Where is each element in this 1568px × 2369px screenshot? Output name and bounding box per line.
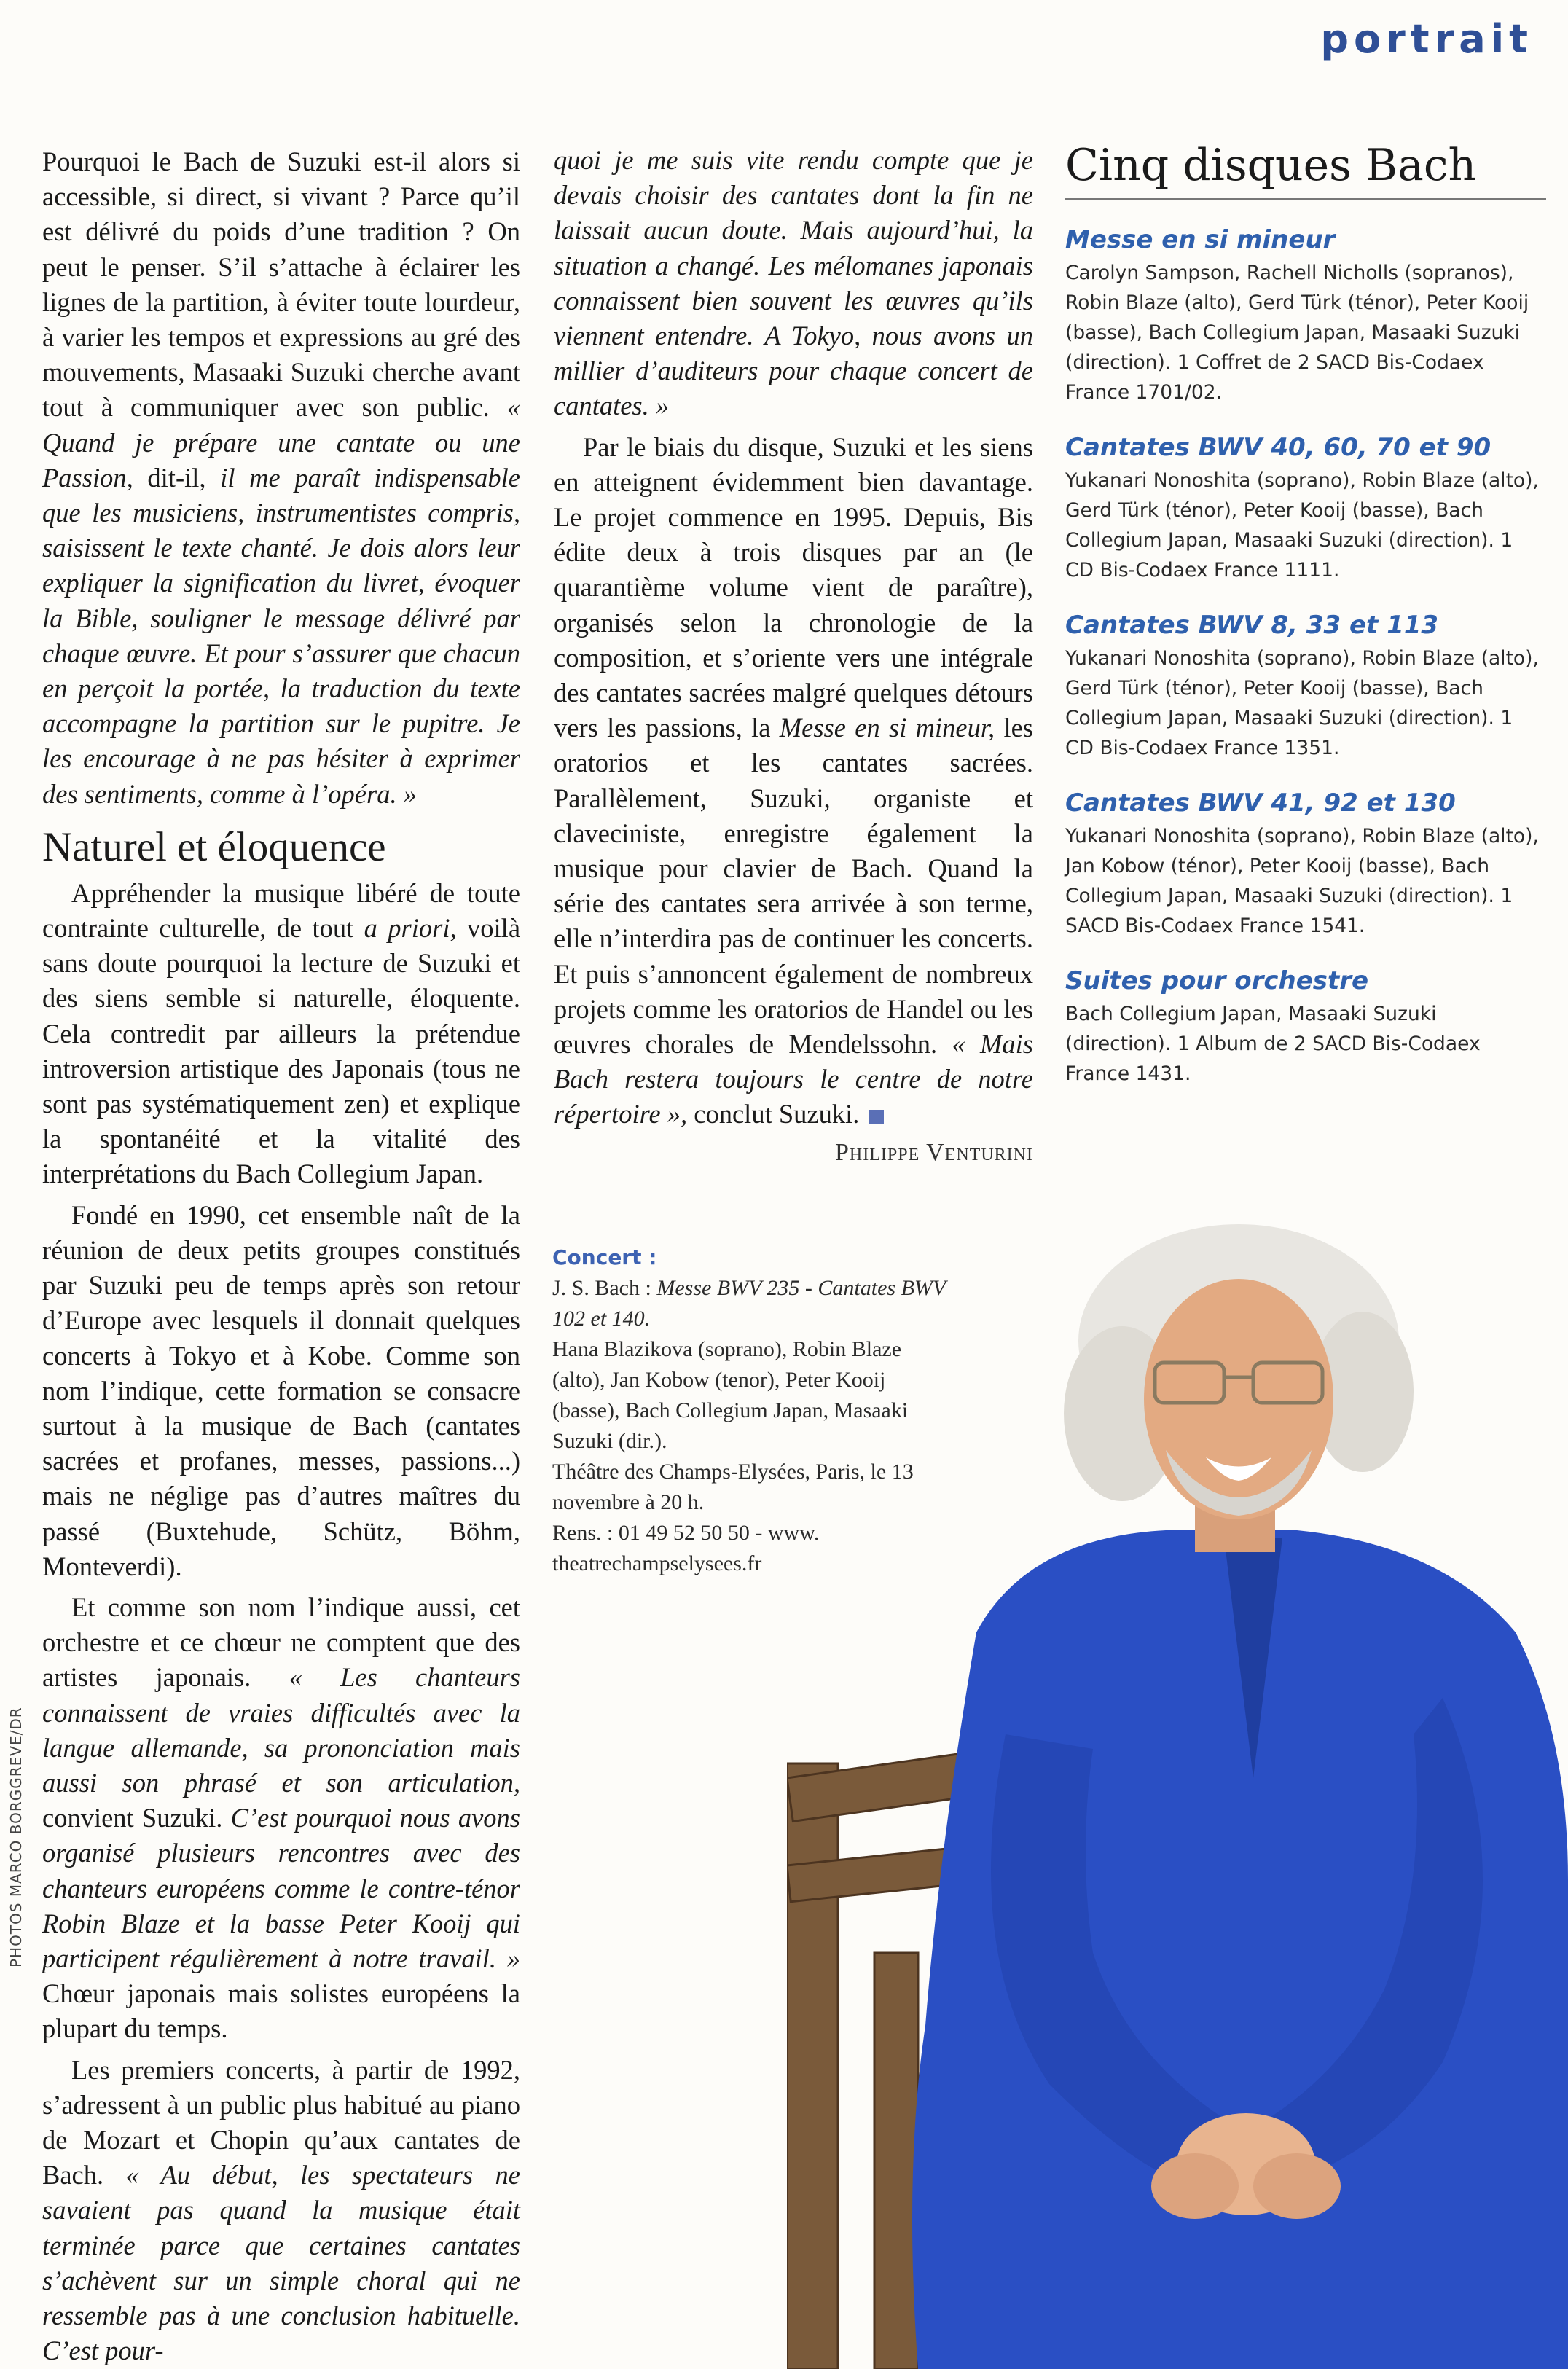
disc-title: Messe en si mineur [1065,225,1336,254]
end-mark-icon [869,1110,884,1124]
paragraph: Pourquoi le Bach de Suzuki est-il alors si accessible, si direct, si vivant ? Parce qu’il est délivré du poids d’une tradition ? On peut le penser. S’il s’attache à éclairer les lignes de la partition, à éviter toute lourdeur, à varier les tempos et expressions au gré des mouvements, Masaaki Suzuki cherche avant tout à communiquer avec son public. « Quand je prépare une cantate ou une Passion, dit-il, il me paraît indispensable que les musiciens, instrumentistes compris, saisissent le texte chanté. Je dois alors leur expliquer la signification du livret, évoquer la Bible, souligner le message délivré par chaque œuvre. Et pour s’assurer que chacun en perçoit la portée, la traduction du texte accompagne la partition sur le pupitre. Je les encourage à ne pas hésiter à exprimer des sentiments, comme à l’opéra. » [42,146,521,809]
concert-contact: Rens. : 01 49 52 50 50 - www. theatrechampselysees.fr [552,1521,820,1575]
paragraph: Par le biais du disque, Suzuki et les siens en atteignent évidemment bien davantage. Le projet commence en 1995. Depuis, Bis édite deux à trois disques par an (le quarantième volume vient de paraître), organisés selon la chronologie de la composition, et s’oriente vers une intégrale des cantates sacrées malgré quelques détours vers les passions, la Messe en si mineur, les oratorios et les cantates sacrées. Parallèlement, Suzuki, organiste et claveciniste, enregistre également la musique pour clavier de Bach. Quand la série des cantates sera arrivée à son terme, elle n’interdira pas de continuer les concerts. Et puis s’annoncent également de nombreux projets comme les oratorios de Handel ou les œuvres chorales de Mendelssohn. « Mais Bach restera toujours le centre de notre répertoire », conclut Suzuki. [554,431,1034,1129]
subheading: Naturel et éloquence [42,823,386,870]
disc-entry [1065,432,1546,585]
paragraph: Fondé en 1990, cet ensemble naît de la réunion de deux petits groupes constitués par Suzuki peu de temps après son retour d’Europe avec lesquels il donnait quelques concerts à Tokyo et à Kobe. Comme son nom l’indique, cette formation se consacre surtout à la musique de Bach (cantates sacrées et profanes, messes, passions...) mais ne néglige pas d’autres maîtres du passé (Buxtehude, Schütz, Böhm, Monteverdi). [42,1199,520,1581]
author-signature: Philippe Venturini [835,1138,1033,1166]
disc-title: Cantates BWV 8, 33 et 113 [1065,611,1439,640]
disc-entry [1065,224,1546,407]
photo-credit: PHOTOS MARCO BORGGREVE/DR [7,1707,25,1967]
concert-performers: Hana Blazikova (soprano), Robin Blaze (alto), Jan Kobow (tenor), Peter Kooij (basse), Bach Collegium Japan, Masaaki Suzuki (dir.). [552,1337,909,1453]
disc-title: Suites pour orchestre [1065,966,1369,995]
paragraph: Les premiers concerts, à partir de 1992, s’adressent à un public plus habitué au piano de Mozart et Chopin qu’aux cantates de Bach. « Au début, les spectateurs ne savaient pas quand la musique était terminée parce que certaines cantates s’achèvent sur un simple choral qui ne ressemble pas à une conclusion habituelle. C’est pour- [42,2054,520,2366]
disc-entry [1065,610,1546,763]
disc-entry [1065,788,1546,941]
article-column-2 [554,143,1033,1170]
paragraph: Et comme son nom l’indique aussi, cet orchestre et ce chœur ne comptent que des artistes japonais. « Les chanteurs connaissent de vraies difficultés avec la langue allemande, sa prononciation mais aussi son phrasé et son articulation, convient Suzuki. C’est pourquoi nous avons organisé plusieurs rencontres avec des chanteurs européens comme le contre-ténor Robin Blaze et la basse Peter Kooij qui participent régulièrement à notre travail. » Chœur japonais mais solistes européens la plupart du temps. [42,1591,521,2044]
concert-info [552,1242,946,1579]
disc-details: Yukanari Nonoshita (soprano), Robin Blaze (alto), Jan Kobow (ténor), Peter Kooij (basse), Bach Collegium Japan, Masaaki Suzuki (direction). 1 SACD Bis-Codaex France 1541. [1065,825,1539,937]
disc-title: Cantates BWV 40, 60, 70 et 90 [1065,433,1491,462]
disc-details: Carolyn Sampson, Rachell Nicholls (sopranos), Robin Blaze (alto), Gerd Türk (ténor), Peter Kooij (basse), Bach Collegium Japan, Masaaki Suzuki (direction). 1 Coffret de 2 SACD Bis-Codaex France 1701/02. [1065,262,1529,404]
sidebar-title: Cinq disques Bach [1065,140,1546,200]
disc-entry [1065,966,1546,1089]
concert-program: J. S. Bach : Messe BWV 235 - Cantates BWV 102 et 140. [552,1276,946,1331]
concert-label: Concert : [552,1245,657,1269]
disc-details: Bach Collegium Japan, Masaaki Suzuki (direction). 1 Album de 2 SACD Bis-Codaex France 1431. [1065,1003,1481,1085]
paragraph: quoi je me suis vite rendu compte que je devais choisir des cantates dont la fin ne laissait aucun doute. Mais aujourd’hui, la situation a changé. Les mélomanes japonais connaissent bien souvent les œuvres qu’ils viennent entendre. A Tokyo, nous avons un millier d’auditeurs pour chaque concert de cantates. » [554,145,1033,421]
article-column-1 [42,144,520,2368]
disc-title: Cantates BWV 41, 92 et 130 [1065,788,1456,818]
disc-details: Yukanari Nonoshita (soprano), Robin Blaze (alto), Gerd Türk (ténor), Peter Kooij (basse), Bach Collegium Japan, Masaaki Suzuki (direction). 1 CD Bis-Codaex France 1111. [1065,469,1539,582]
concert-venue: Théâtre des Champs-Elysées, Paris, le 13 novembre à 20 h. [552,1460,914,1514]
discography-sidebar [1065,140,1546,1089]
disc-details: Yukanari Nonoshita (soprano), Robin Blaze (alto), Gerd Türk (ténor), Peter Kooij (basse), Bach Collegium Japan, Masaaki Suzuki (direction). 1 CD Bis-Codaex France 1351. [1065,647,1539,759]
paragraph: Appréhender la musique libéré de toute contrainte culturelle, de tout a priori, voilà sans doute pourquoi la lecture de Suzuki et des siens semble si naturelle, éloquente. Cela contredit par ailleurs la prétendue introversion artistique des Japonais (tous ne sont pas systématiquement zen) et explique la spontanéité et la vitalité des interprétations du Bach Collegium Japan. [42,877,521,1189]
section-label: portrait [1320,16,1533,62]
